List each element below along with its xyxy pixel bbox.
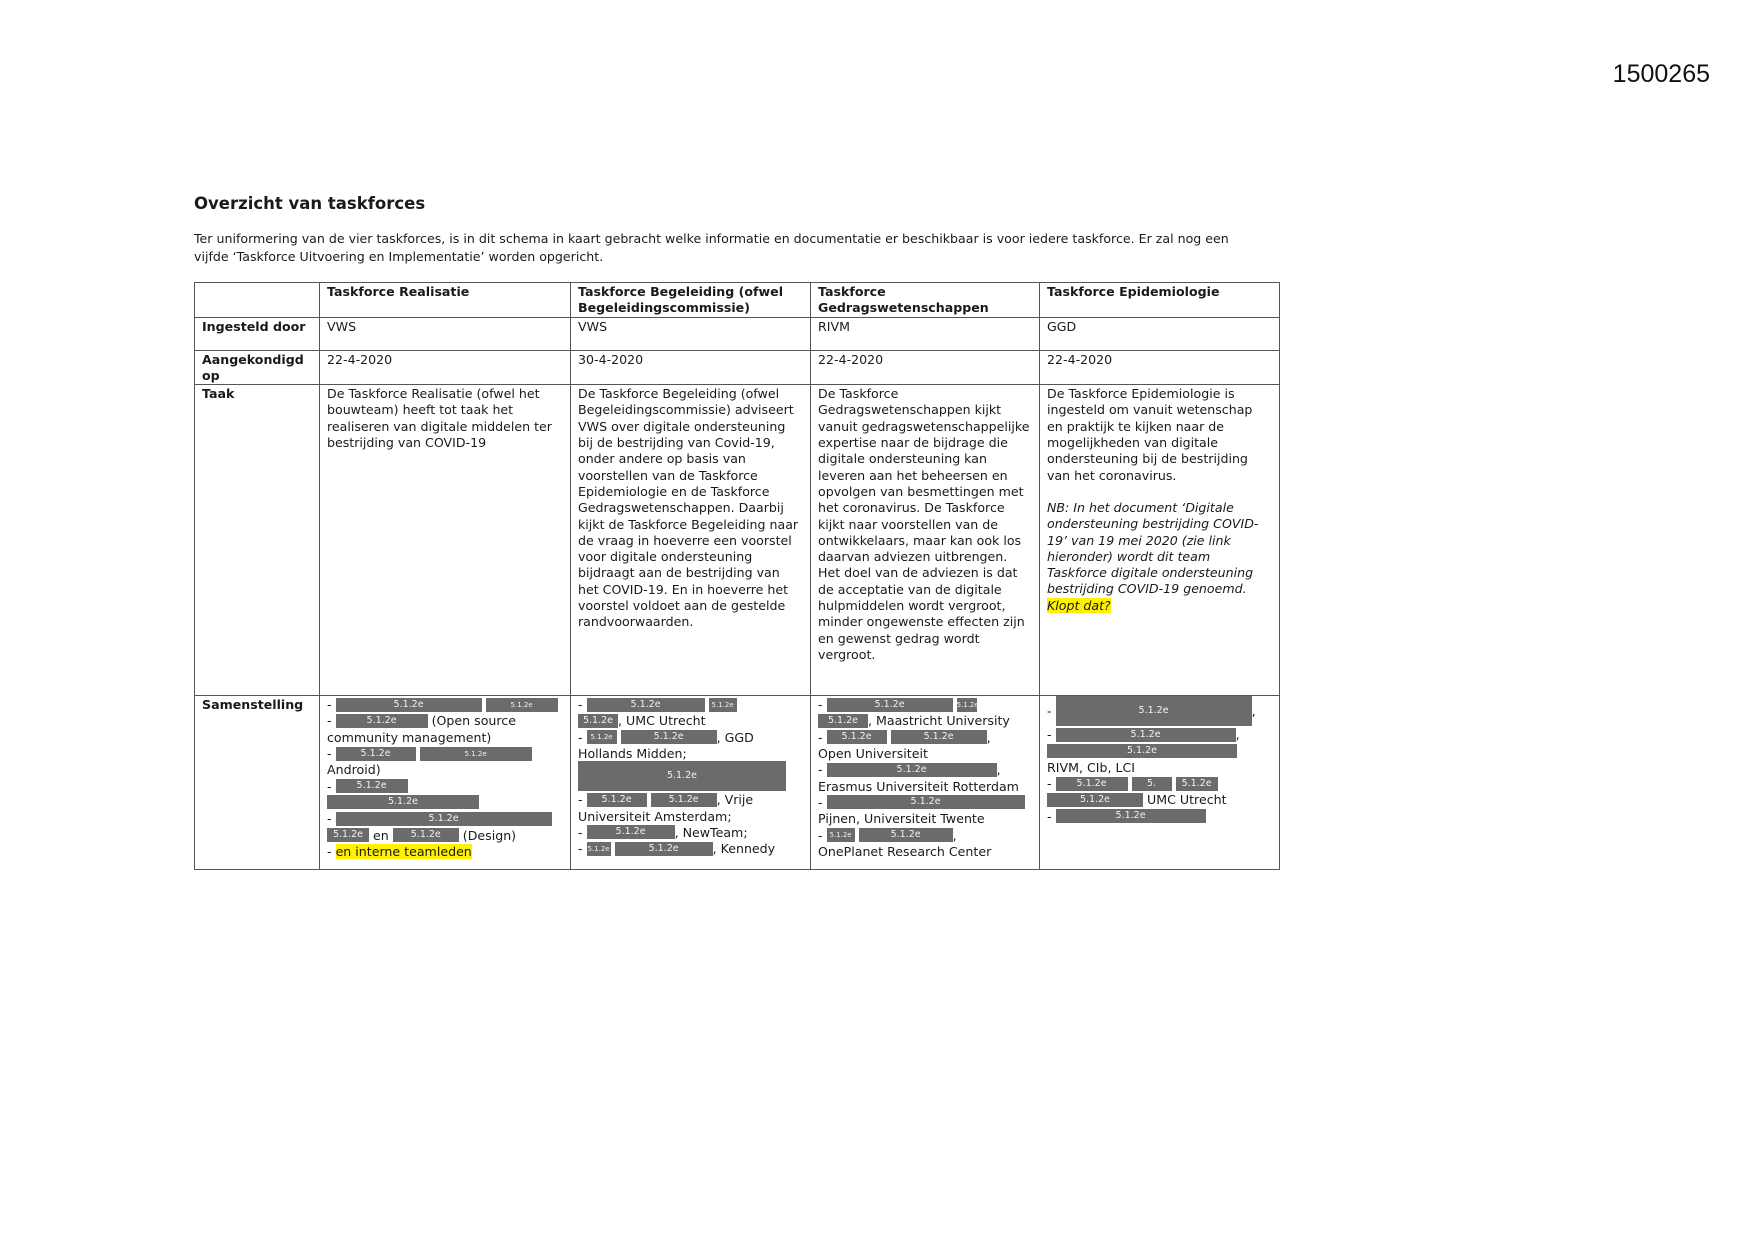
redaction-block: 5.1.2e [1047, 744, 1237, 758]
redaction-block: 5.1.2e [827, 730, 887, 744]
list-item: Erasmus Universiteit Rotterdam [818, 778, 1019, 794]
list-item: - 5.1.2e , [1047, 697, 1272, 727]
list-item: - 5.1.2e [1047, 809, 1272, 825]
redaction-block: 5.1.2e [651, 793, 717, 807]
member-text: , [996, 762, 1001, 778]
list-item [578, 762, 803, 792]
member-text: UMC Utrecht [1147, 792, 1227, 808]
list-item: Pijnen, Universiteit Twente [818, 811, 985, 827]
column-header-gedragswetenschappen: Taskforce Gedragswetenschappen [811, 283, 1040, 318]
list-item: - 5.1.2e 5.1.2e , [818, 729, 991, 745]
redaction-block: 5.1.2e [587, 730, 617, 744]
list-item: - 5.1.2e 5.1.2e [327, 779, 563, 812]
list-item: OnePlanet Research Center [818, 843, 992, 859]
cell-taak-realisatie: De Taskforce Realisatie (ofwel het bouwteam) heeft tot taak het realiseren van digitale middelen ter bestrijding van COVID-19 [320, 385, 571, 696]
list-item: Open Universiteit [818, 746, 928, 762]
cell-aangekondigd-epi: 22-4-2020 [1040, 350, 1280, 385]
redaction-block: 5.1.2e [891, 730, 987, 744]
cell-aangekondigd-gedrag: 22-4-2020 [811, 350, 1040, 385]
list-item: - 5.1.2e [818, 795, 1032, 811]
member-text: , UMC Utrecht [618, 713, 706, 729]
redaction-block: 5.1.2e [336, 747, 416, 761]
redaction-block: 5.1.2e [486, 698, 558, 712]
redaction-block: 5.1.2e [1056, 696, 1252, 726]
redaction-block: 5.1.2e [327, 795, 479, 809]
list-item: - 5.1.2e 5.1.2e [327, 746, 563, 762]
redaction-block: 5.1.2e [336, 812, 552, 826]
cell-ingesteld-realisatie: VWS [320, 317, 571, 350]
list-item: - 5.1.2e 5.1.2e , [818, 827, 957, 843]
table-row-samenstelling [195, 696, 1280, 870]
list-item: - 5.1.2e 5.1.2e [578, 697, 803, 713]
cell-taak-begeleiding: De Taskforce Begeleiding (ofwel Begeleidingscommissie) adviseert VWS over digitale ondersteuning bij de bestrijding van Covid-19, onder andere op basis van voorstellen van de Taskforce Epidemiologie en de Taskforce Gedragswetenschappen. Daarbij kijkt de Taskforce Begeleiding naar de vraag in hoeverre een voorstel voor digitale ondersteuning bijdraagt aan de bestrijding van het COVID-19. En in hoeverre het voorstel voldoet aan de gestelde randvoorwaarden. [571, 385, 811, 696]
member-text: (Open source community management) [327, 713, 516, 745]
redaction-block: 5.1.2e [615, 842, 713, 856]
redaction-block: 5.1.2e [587, 698, 705, 712]
taskforce-overview-table [194, 282, 1280, 870]
list-item: - 5.1.2e 5.1.2e [818, 697, 979, 713]
cell-samenstelling-gedrag [811, 696, 1040, 870]
list-item: - 5.1.2e , [1047, 727, 1240, 743]
row-header-samenstelling: Samenstelling [195, 696, 320, 870]
redaction-block: 5.1.2e [587, 793, 647, 807]
document-number: 1500265 [1612, 60, 1710, 88]
cell-ingesteld-gedrag: RIVM [811, 317, 1040, 350]
redaction-block: 5.1.2e [336, 698, 482, 712]
redaction-block: 5.1.2e [621, 730, 717, 744]
cell-samenstelling-begeleiding [571, 696, 811, 870]
table-header-row [195, 283, 1280, 318]
redaction-block: 5.1.2e [1056, 777, 1128, 791]
taak-epi-note [1047, 500, 1272, 614]
member-text: , [986, 729, 991, 745]
taak-epi-text: De Taskforce Epidemiologie is ingesteld om vanuit wetenschap en praktijk te kijken naar de mogelijkheden van digitale ondersteuning bij de bestrijding van het coronavirus. [1047, 386, 1253, 483]
highlighted-question: Klopt dat? [1047, 597, 1111, 613]
list-item [818, 713, 1032, 729]
member-text: , [952, 827, 957, 843]
redaction-block: 5.1.2e [859, 828, 953, 842]
redaction-block: 5.1.2e [827, 763, 997, 777]
cell-taak-gedrag: De Taskforce Gedragswetenschappen kijkt vanuit gedragswetenschappelijke expertise naar de bijdrage die digitale ondersteuning kan leveren aan het beheersen en opvolgen van besmettingen met het coronavirus. De Taskforce kijkt naar voorstellen van de ontwikkelaars, maar kan ook los daarvan adviezen uitbrengen. Het doel van de adviezen is dat de acceptatie van de digitale hulpmiddelen wordt vergroot, minder ongewenste effecten zijn en gewenst gedrag wordt vergroot. [811, 385, 1040, 696]
redaction-block: 5.1.2e [587, 842, 611, 856]
list-item [578, 713, 803, 729]
list-item: - en interne teamleden [327, 843, 472, 859]
taak-epi-note-text: NB: In het document ‘Digitale ondersteuning bestrijding COVID-19’ van 19 mei 2020 (zie link hieronder) wordt dit team Taskforce digitale ondersteuning bestrijding COVID-19 genoemd. [1047, 499, 1259, 597]
column-header-epidemiologie: Taskforce Epidemiologie [1040, 283, 1280, 318]
cell-aangekondigd-begeleiding: 30-4-2020 [571, 350, 811, 385]
column-header-realisatie: Taskforce Realisatie [320, 283, 571, 318]
redaction-block: 5.1.2e [336, 714, 428, 728]
redaction-block: 5.1.2e [818, 714, 868, 728]
cell-samenstelling-realisatie [320, 696, 571, 870]
list-item [1047, 743, 1272, 759]
redaction-block: 5.1.2e [1176, 777, 1218, 791]
redaction-block: 5.1.2e [827, 795, 1025, 809]
row-header-taak: Taak [195, 385, 320, 696]
member-text: , NewTeam; [674, 824, 748, 840]
table-row-ingesteld [195, 317, 1280, 350]
member-text: (Design) [462, 827, 517, 843]
list-item: - 5.1.2e 5.1.2e , GGD Hollands Midden; [578, 729, 754, 762]
table-row-aangekondigd [195, 350, 1280, 385]
table-row-taak [195, 385, 1280, 696]
redaction-block: 5.1.2e [709, 698, 737, 712]
member-text: , Maastricht University [868, 713, 1010, 729]
redaction-block: 5.1.2e [1047, 793, 1143, 807]
redaction-block: 5.1.2e [578, 761, 786, 791]
member-text: , [1251, 703, 1256, 719]
list-item: - 5.1.2e , [818, 762, 1001, 778]
row-header-ingesteld: Ingesteld door [195, 317, 320, 350]
member-text: , GGD Hollands Midden; [578, 729, 754, 762]
list-item: - 5.1.2e , NewTeam; [578, 824, 748, 840]
redaction-block: 5.1.2e [827, 698, 953, 712]
list-item: - 5.1.2e 5.1.2e [327, 697, 563, 713]
redaction-block: 5.1.2e [827, 828, 855, 842]
table-corner-cell [195, 283, 320, 318]
list-item: - 5.1.2e [327, 811, 563, 827]
member-text: , Vrije Universiteit Amsterdam; [578, 792, 754, 824]
cell-samenstelling-epi [1040, 696, 1280, 870]
redaction-block: 5.1.2e [587, 825, 675, 839]
redaction-block: 5.1.2e [393, 828, 459, 842]
list-item [1047, 792, 1272, 808]
redaction-block: 5.1.2e [336, 779, 408, 793]
redaction-block: 5.1.2e [327, 828, 369, 842]
list-item: RIVM, CIb, LCI [1047, 759, 1135, 775]
cell-taak-epi [1040, 385, 1280, 696]
redaction-block: 5.1.2e [420, 747, 532, 761]
row-header-aangekondigd: Aangekondigd op [195, 350, 320, 385]
column-header-begeleiding: Taskforce Begeleiding (ofwel Begeleidingscommissie) [571, 283, 811, 318]
redaction-block: 5.1.2e [957, 698, 977, 712]
member-text: , Kennedy [712, 841, 776, 857]
redaction-block: 5.1.2e [578, 714, 618, 728]
list-item: - 5.1.2e (Open source community management) [327, 713, 516, 745]
redaction-block: 5.1.2e [1056, 728, 1236, 742]
list-item [327, 828, 563, 844]
member-text: en [373, 827, 389, 843]
intro-paragraph: Ter uniformering van de vier taskforces, is in dit schema in kaart gebracht welke informatie en documentatie er beschikbaar is voor iedere taskforce. Er zal nog een vijfde ‘Taskforce Uitvoering en Implementatie’ worden opgericht. [194, 231, 1229, 264]
list-item: Android) [327, 762, 381, 778]
redaction-block: 5. [1132, 777, 1172, 791]
page-title: Overzicht van taskforces [194, 194, 426, 213]
list-item: - 5.1.2e 5. 5.1.2e [1047, 776, 1272, 792]
member-text: , [1235, 727, 1240, 743]
cell-ingesteld-epi: GGD [1040, 317, 1280, 350]
list-item: - 5.1.2e 5.1.2e , Vrije Universiteit Amsterdam; [578, 792, 754, 824]
cell-aangekondigd-realisatie: 22-4-2020 [320, 350, 571, 385]
cell-ingesteld-begeleiding: VWS [571, 317, 811, 350]
list-item: - 5.1.2e 5.1.2e , Kennedy [578, 841, 776, 857]
highlighted-text: en interne teamleden [335, 843, 472, 859]
redaction-block: 5.1.2e [1056, 809, 1206, 823]
